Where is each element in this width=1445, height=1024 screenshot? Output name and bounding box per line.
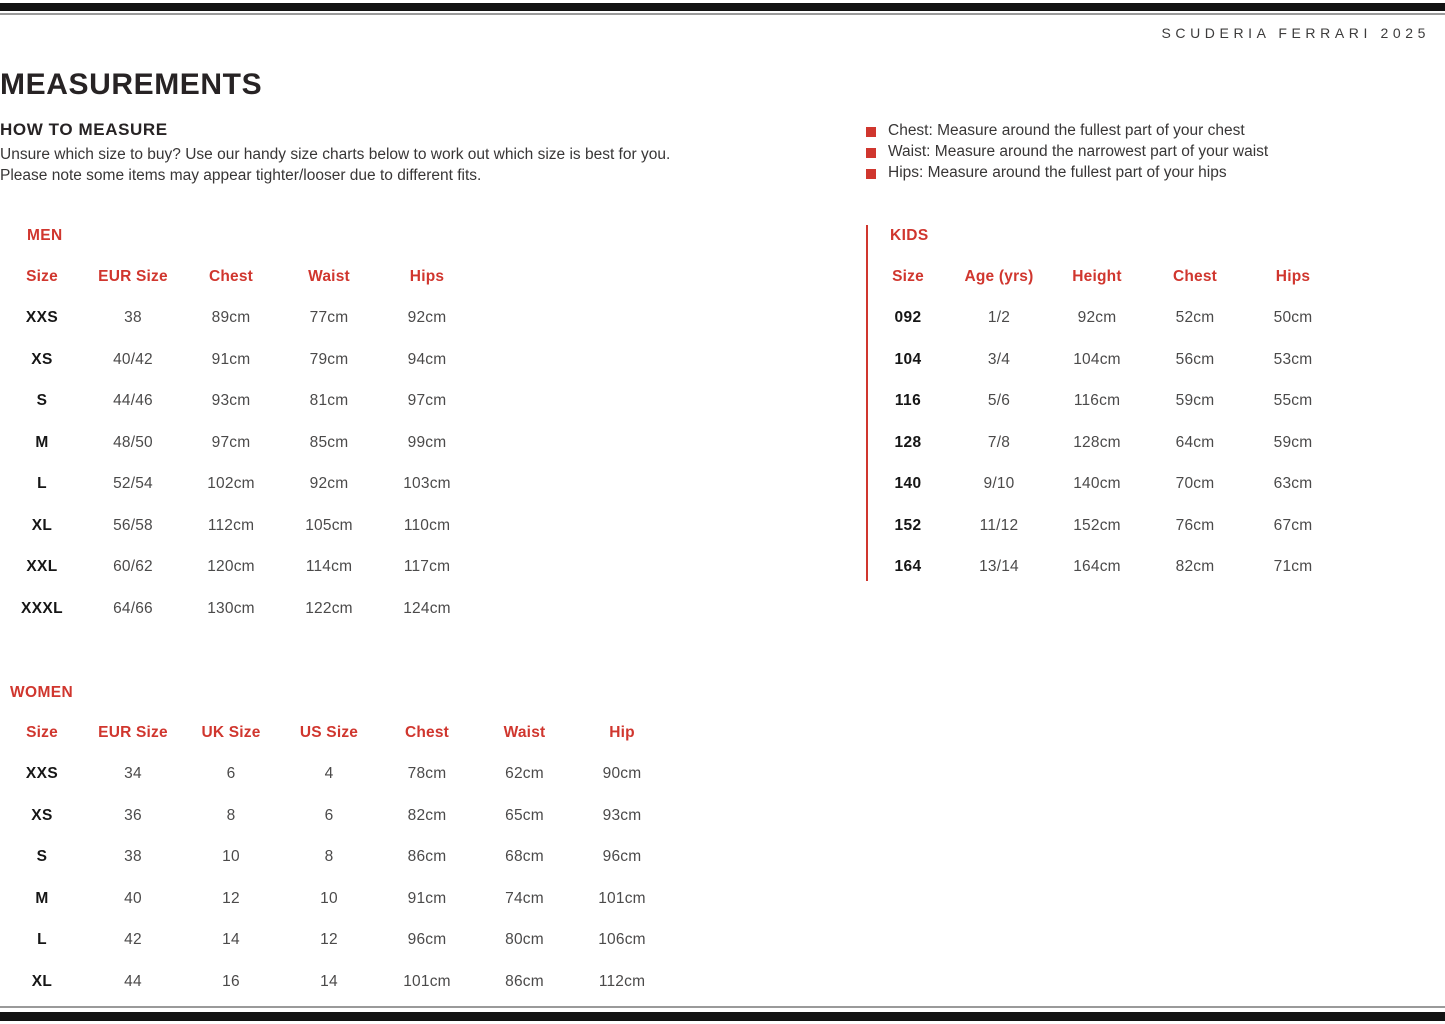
measuring-tips-list	[866, 122, 1268, 185]
kids-cell: 76cm	[1175, 516, 1215, 534]
men-cell: 122cm	[305, 599, 353, 617]
women-cell: 112cm	[598, 972, 646, 990]
women-cell: 86cm	[505, 972, 544, 990]
women-cell-size: S	[36, 848, 48, 866]
kids-cell: 67cm	[1273, 516, 1313, 534]
kids-cell: 5/6	[987, 392, 1011, 410]
tip-chest	[866, 122, 1268, 143]
women-header-uk-size: UK Size	[201, 723, 261, 741]
kids-cell: 164cm	[1073, 558, 1121, 576]
women-cell: 10	[222, 848, 240, 866]
bullet-square-icon	[866, 169, 876, 179]
men-cell: 60/62	[113, 558, 153, 576]
men-cell: 114cm	[305, 558, 353, 576]
women-cell: 40	[124, 889, 142, 907]
men-cell: 97cm	[211, 433, 251, 451]
top-black-bar	[0, 3, 1445, 11]
kids-cell: 11/12	[979, 516, 1019, 534]
bullet-square-icon	[866, 127, 876, 137]
men-cell: 79cm	[309, 350, 349, 368]
kids-cell: 3/4	[987, 350, 1011, 368]
women-cell: 34	[124, 765, 142, 783]
kids-cell: 7/8	[987, 433, 1011, 451]
women-cell: 8	[324, 848, 334, 866]
kids-cell: 50cm	[1273, 309, 1313, 327]
men-cell: 92cm	[407, 309, 447, 327]
kids-header-size: Size	[892, 267, 924, 285]
men-cell: 130cm	[207, 599, 255, 617]
men-cell: 99cm	[407, 433, 447, 451]
kids-cell: 52cm	[1175, 309, 1215, 327]
men-cell: 105cm	[305, 516, 353, 534]
men-cell-size: XXXL	[20, 599, 64, 617]
kids-cell-size: 104	[894, 350, 922, 368]
brand-header: SCUDERIA FERRARI 2025	[1161, 25, 1430, 41]
kids-header-chest: Chest	[1172, 267, 1218, 285]
women-cell: 106cm	[598, 931, 646, 949]
men-header-hips: Hips	[409, 267, 445, 285]
women-cell: 65cm	[505, 806, 544, 824]
kids-cell: 116cm	[1073, 392, 1121, 410]
women-cell: 36	[124, 806, 142, 824]
bottom-thin-rule	[0, 1006, 1445, 1008]
women-cell-size: XXS	[25, 765, 59, 783]
intro-line-2: Please note some items may appear tighter/looser due to different fits.	[0, 167, 482, 184]
women-cell: 74cm	[505, 889, 544, 907]
tip-hips	[866, 164, 1268, 185]
men-cell: 85cm	[309, 433, 349, 451]
kids-header-height: Height	[1072, 267, 1122, 285]
men-size-table	[0, 256, 476, 630]
kids-cell: 92cm	[1077, 309, 1117, 327]
men-cell-size: S	[36, 392, 48, 410]
women-header-chest: Chest	[404, 723, 450, 741]
men-cell: 92cm	[309, 475, 349, 493]
women-cell: 78cm	[407, 765, 447, 783]
women-cell: 42	[124, 931, 142, 949]
men-cell: 38	[124, 309, 142, 327]
women-cell: 96cm	[407, 931, 447, 949]
women-cell: 86cm	[407, 848, 447, 866]
women-size-table	[0, 712, 671, 1003]
men-cell-size: L	[37, 475, 47, 493]
kids-cell-size: 140	[894, 475, 922, 493]
kids-section-label: KIDS	[890, 227, 929, 244]
tip-waist	[866, 143, 1268, 164]
women-cell: 16	[222, 972, 240, 990]
men-cell: 77cm	[309, 309, 349, 327]
men-cell: 91cm	[211, 350, 251, 368]
women-cell: 6	[324, 806, 334, 824]
kids-cell: 152cm	[1073, 516, 1121, 534]
men-cell: 94cm	[407, 350, 447, 368]
women-cell: 44	[124, 972, 142, 990]
men-cell: 112cm	[207, 516, 255, 534]
men-cell: 93cm	[211, 392, 251, 410]
men-cell: 110cm	[403, 516, 451, 534]
women-cell: 12	[320, 931, 338, 949]
men-cell: 117cm	[403, 558, 451, 576]
kids-cell: 56cm	[1175, 350, 1215, 368]
men-header-waist: Waist	[308, 267, 350, 285]
men-cell: 124cm	[403, 599, 451, 617]
kids-size-table	[866, 256, 1342, 588]
women-cell: 91cm	[407, 889, 447, 907]
kids-cell: 70cm	[1175, 475, 1215, 493]
men-header-chest: Chest	[208, 267, 254, 285]
page-title: MEASUREMENTS	[0, 68, 263, 101]
women-cell: 8	[226, 806, 236, 824]
bullet-square-icon	[866, 148, 876, 158]
men-cell: 120cm	[207, 558, 255, 576]
top-thin-rule	[0, 13, 1445, 15]
men-header-eur-size: EUR Size	[98, 267, 168, 285]
kids-cell: 104cm	[1073, 350, 1121, 368]
men-cell: 81cm	[309, 392, 349, 410]
women-cell: 38	[124, 848, 142, 866]
tip-waist-text: Waist: Measure around the narrowest part of your waist	[888, 143, 1269, 160]
kids-cell: 63cm	[1273, 475, 1313, 493]
women-header-eur-size: EUR Size	[98, 723, 168, 741]
kids-cell: 59cm	[1175, 392, 1215, 410]
women-cell: 96cm	[602, 848, 642, 866]
men-cell: 89cm	[211, 309, 251, 327]
women-header-hip: Hip	[609, 723, 635, 741]
men-cell-size: XXS	[25, 309, 59, 327]
women-cell: 4	[324, 765, 334, 783]
men-cell: 103cm	[403, 475, 451, 493]
men-cell-size: XXL	[26, 558, 58, 576]
women-cell-size: XL	[31, 972, 53, 990]
women-cell: 14	[222, 931, 240, 949]
women-cell: 101cm	[598, 889, 646, 907]
men-cell: 52/54	[113, 475, 153, 493]
women-cell: 14	[320, 972, 338, 990]
women-cell: 90cm	[602, 765, 642, 783]
kids-header-hips: Hips	[1275, 267, 1311, 285]
men-cell: 44/46	[113, 392, 153, 410]
women-cell: 10	[320, 889, 338, 907]
kids-cell-size: 164	[894, 558, 922, 576]
men-cell-size: M	[35, 433, 49, 451]
how-to-measure-section	[0, 120, 800, 186]
women-cell: 82cm	[407, 806, 447, 824]
kids-cell: 140cm	[1073, 475, 1121, 493]
women-cell: 93cm	[602, 806, 642, 824]
kids-cell: 64cm	[1175, 433, 1215, 451]
women-cell: 80cm	[505, 931, 544, 949]
women-cell: 6	[226, 765, 236, 783]
women-cell-size: M	[35, 889, 49, 907]
how-to-measure-heading: HOW TO MEASURE	[0, 120, 168, 139]
tip-chest-text: Chest: Measure around the fullest part of your chest	[888, 122, 1245, 139]
kids-cell: 53cm	[1273, 350, 1313, 368]
men-cell: 64/66	[113, 599, 153, 617]
women-header-waist: Waist	[503, 723, 546, 741]
intro-line-1: Unsure which size to buy? Use our handy size charts below to work out which size is best for you.	[0, 146, 671, 163]
men-header-size: Size	[26, 267, 58, 285]
women-header-us-size: US Size	[299, 723, 359, 741]
kids-cell: 128cm	[1073, 433, 1121, 451]
men-cell: 56/58	[113, 516, 153, 534]
kids-cell-size: 128	[894, 433, 922, 451]
bottom-black-bar	[0, 1012, 1445, 1021]
men-cell-size: XS	[31, 350, 53, 368]
men-cell: 97cm	[407, 392, 447, 410]
kids-cell-size: 152	[894, 516, 922, 534]
women-cell: 101cm	[403, 972, 451, 990]
kids-cell: 9/10	[983, 475, 1015, 493]
kids-header-age-yrs: Age (yrs)	[964, 267, 1034, 285]
kids-cell: 59cm	[1273, 433, 1313, 451]
women-cell-size: XS	[31, 806, 53, 824]
tip-hips-text: Hips: Measure around the fullest part of your hips	[888, 164, 1227, 181]
men-cell-size: XL	[31, 516, 53, 534]
women-cell: 68cm	[505, 848, 544, 866]
kids-cell: 55cm	[1273, 392, 1313, 410]
men-cell: 40/42	[113, 350, 153, 368]
women-header-size: Size	[26, 723, 58, 741]
kids-cell: 1/2	[987, 309, 1011, 327]
women-section-label: WOMEN	[10, 684, 74, 701]
kids-cell: 82cm	[1175, 558, 1215, 576]
men-cell: 48/50	[113, 433, 153, 451]
kids-cell: 13/14	[979, 558, 1019, 576]
women-cell: 62cm	[505, 765, 544, 783]
women-cell-size: L	[37, 931, 47, 949]
men-cell: 102cm	[207, 475, 255, 493]
women-cell: 12	[222, 889, 240, 907]
kids-cell: 71cm	[1273, 558, 1313, 576]
kids-cell-size: 092	[894, 309, 922, 327]
men-section-label: MEN	[27, 227, 63, 244]
kids-cell-size: 116	[894, 392, 922, 410]
